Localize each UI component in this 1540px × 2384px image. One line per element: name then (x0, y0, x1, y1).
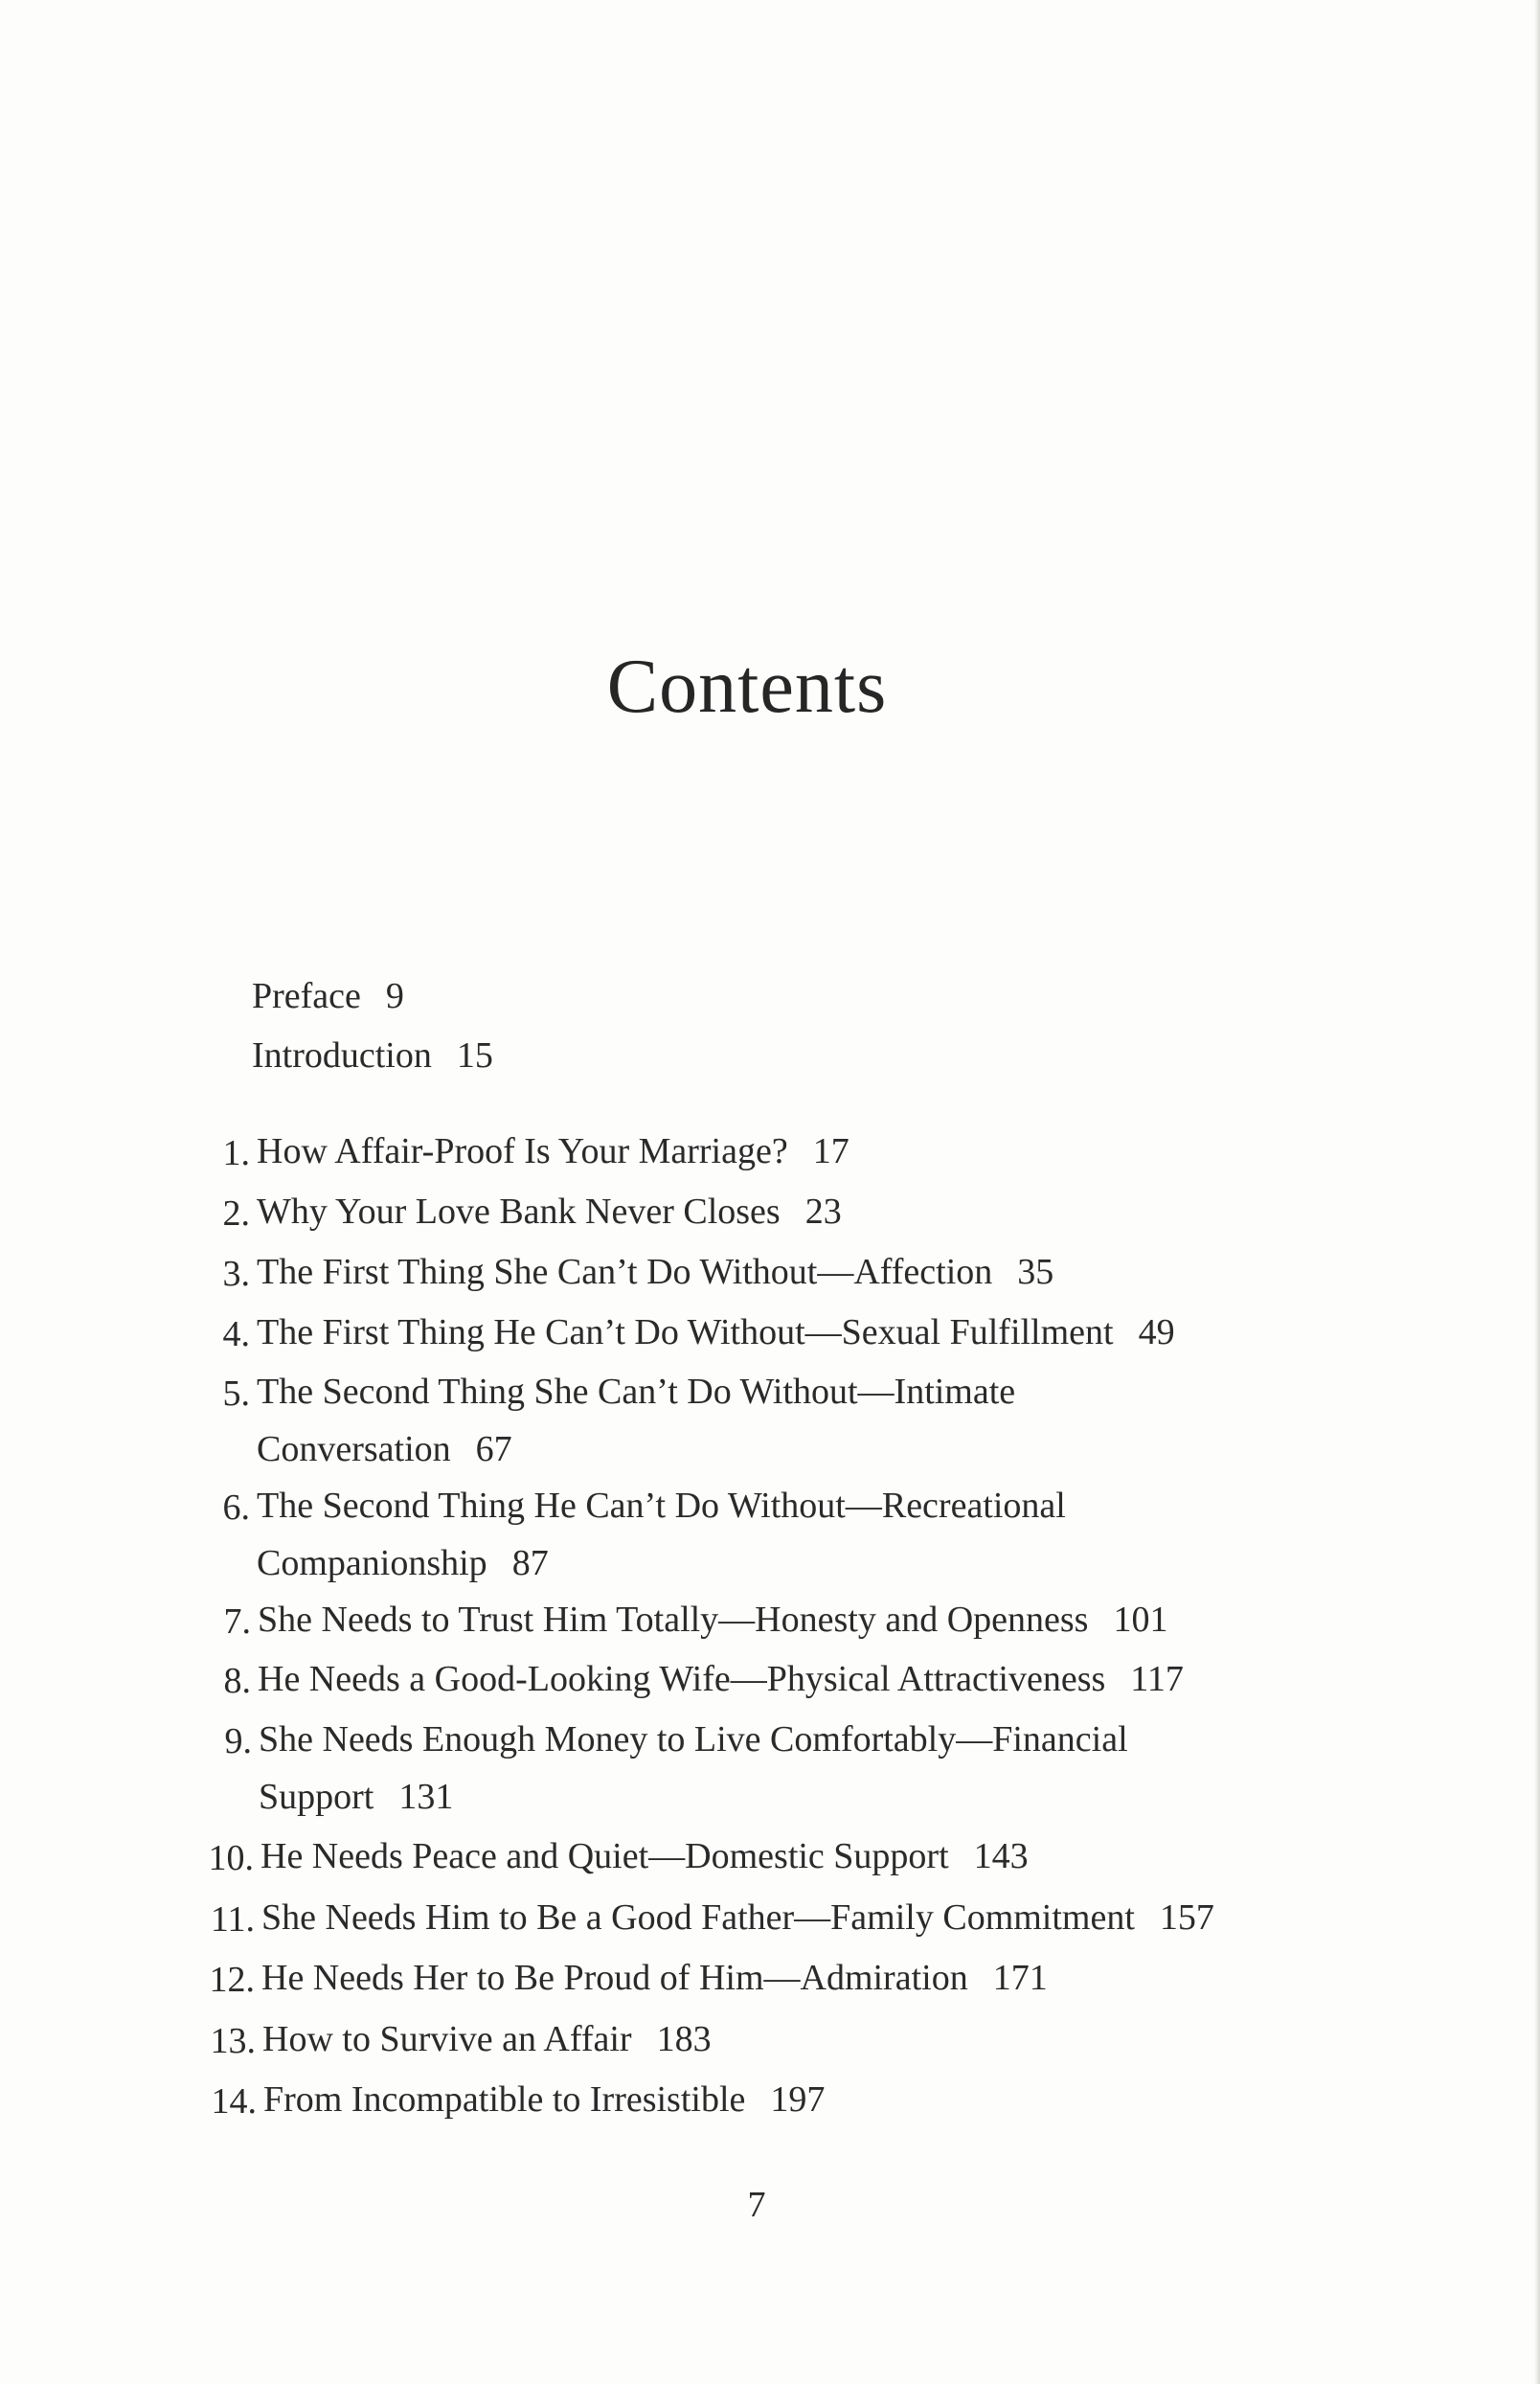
toc-chapter-4 (222, 1312, 1175, 1371)
chapter-page: 183 (656, 2019, 712, 2059)
chapter-number: 4. (222, 1314, 250, 1354)
chapter-title: She Needs to Trust Him Totally—Honesty and Openness (258, 1600, 1089, 1640)
chapter-number: 12. (209, 1960, 255, 2000)
page-number: 7 (747, 2185, 766, 2225)
toc-chapter-7 (223, 1600, 1168, 1658)
page-edge (1534, 0, 1540, 2384)
toc-entry-page: 9 (385, 976, 404, 1016)
toc-chapter-12 (209, 1958, 1048, 2016)
chapter-page: 17 (812, 1131, 849, 1171)
toc-chapter-1 (222, 1131, 849, 1190)
chapter-page: 143 (973, 1836, 1029, 1876)
chapter-title: The Second Thing He Can’t Do Without—Recreational (257, 1486, 1066, 1526)
chapter-title-continued: Companionship (257, 1543, 487, 1583)
chapter-title: Why Your Love Bank Never Closes (257, 1192, 781, 1232)
chapter-title: She Needs Him to Be a Good Father—Family Commitment (261, 1897, 1135, 1938)
chapter-number: 11. (210, 1899, 255, 1940)
chapter-page: 35 (1017, 1252, 1054, 1292)
toc-chapter-14 (211, 2079, 826, 2138)
toc-entry-label: Preface (252, 976, 361, 1016)
toc-chapter-8 (223, 1659, 1184, 1717)
chapter-title: The First Thing She Can’t Do Without—Affection (257, 1252, 993, 1292)
chapter-number: 3. (222, 1254, 250, 1294)
chapter-number: 14. (211, 2081, 257, 2122)
chapter-number: 8. (223, 1661, 251, 1701)
chapter-page: 157 (1159, 1897, 1214, 1938)
toc-entry-introduction (252, 1034, 493, 1077)
toc-chapter-3 (222, 1252, 1054, 1310)
toc-entry-preface (252, 975, 404, 1017)
toc-chapter-5 (222, 1372, 1016, 1487)
toc-entry-page: 15 (456, 1035, 493, 1076)
chapter-number: 13. (210, 2021, 256, 2061)
chapter-page: 67 (475, 1429, 512, 1469)
chapter-number: 5. (222, 1374, 250, 1414)
chapter-title: The First Thing He Can’t Do Without—Sexual Fulfillment (257, 1312, 1114, 1352)
chapter-title: How Affair-Proof Is Your Marriage? (257, 1131, 788, 1171)
chapter-number: 1. (222, 1133, 250, 1173)
toc-chapter-10 (208, 1836, 1029, 1895)
chapter-number: 2. (222, 1193, 250, 1234)
chapter-title: He Needs Her to Be Proud of Him—Admiration (261, 1958, 968, 1998)
chapter-title-continued: Support (259, 1777, 374, 1817)
toc-chapter-2 (222, 1192, 842, 1250)
toc-chapter-13 (210, 2019, 712, 2077)
chapter-title: She Needs Enough Money to Live Comfortably—Financial (259, 1719, 1128, 1760)
page-title: Contents (606, 645, 888, 729)
chapter-page: 117 (1130, 1659, 1184, 1699)
chapter-page: 197 (770, 2079, 826, 2120)
chapter-page: 131 (398, 1777, 454, 1817)
chapter-page: 171 (992, 1958, 1048, 1998)
chapter-title: He Needs a Good-Looking Wife—Physical Attractiveness (258, 1659, 1106, 1699)
chapter-page: 49 (1138, 1312, 1175, 1352)
toc-chapter-6 (222, 1486, 1066, 1601)
chapter-title: From Incompatible to Irresistible (263, 2079, 746, 2120)
chapter-number: 9. (224, 1721, 252, 1761)
chapter-page: 23 (804, 1192, 842, 1232)
toc-chapter-11 (210, 1897, 1214, 1956)
chapter-number: 10. (208, 1838, 254, 1878)
chapter-page: 101 (1113, 1600, 1168, 1640)
chapter-number: 6. (222, 1487, 250, 1528)
chapter-page: 87 (511, 1543, 549, 1583)
chapter-title: The Second Thing She Can’t Do Without—Intimate (257, 1372, 1016, 1412)
chapter-title-continued: Conversation (257, 1429, 451, 1469)
toc-chapter-9 (224, 1719, 1128, 1835)
chapter-title: He Needs Peace and Quiet—Domestic Support (260, 1836, 949, 1876)
chapter-title: How to Survive an Affair (262, 2019, 632, 2059)
chapter-number: 7. (223, 1601, 251, 1642)
toc-entry-label: Introduction (252, 1035, 432, 1076)
